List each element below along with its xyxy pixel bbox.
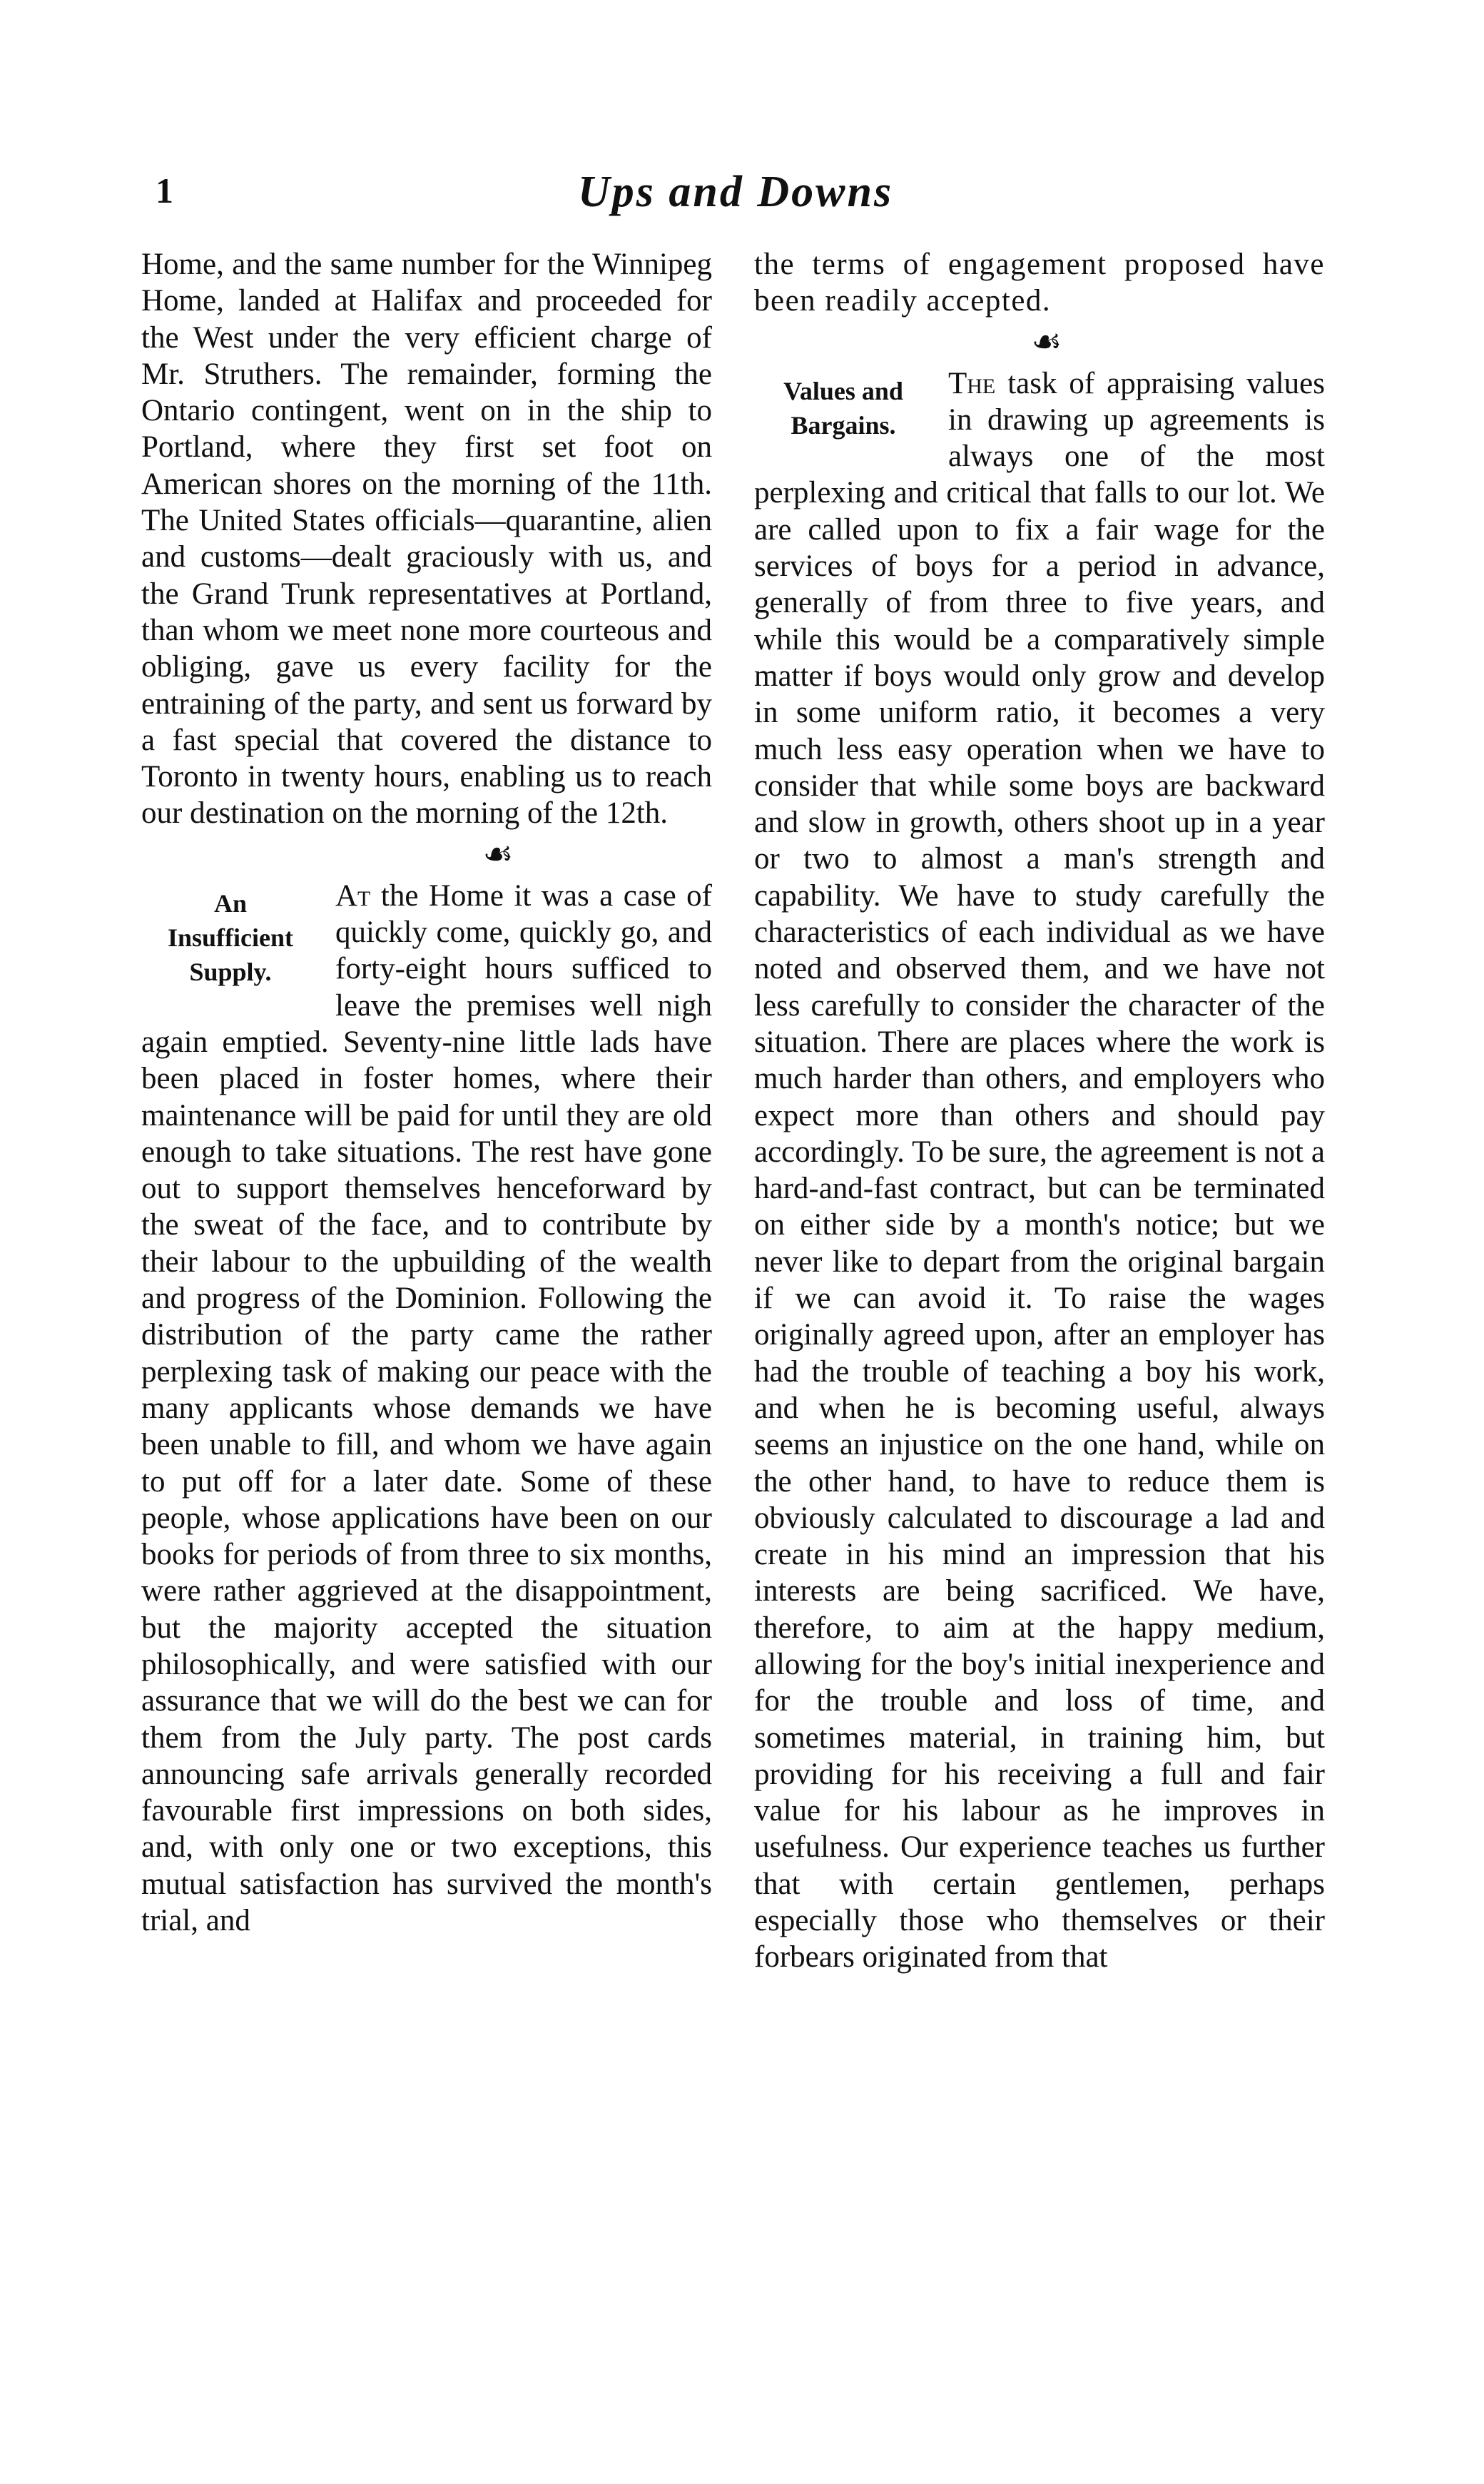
page-header bbox=[0, 170, 1484, 220]
paragraph-body: task of appraising values in drawing up agreements is always one of the most perplexing and critical that falls to our lot. We are called upon to fix a fair wage for the services of boys for a period in advance, generally of from three to five years, and while this would be a comparatively simple matter if boys would only grow and develop in some uniform ratio, it becomes a very much less easy operation when we have to consider that while some boys are backward and slow in growth, others shoot up in a year or two to almost a man's strength and capability. We have to study carefully the characteristics of each individual as we have noted and observed them, and we have not less carefully to consider the character of the situation. There are places where the work is much harder than others, and employers who expect more than others and should pay accordingly. To be sure, the agreement is not a hard-and-fast contract, but can be terminated on either side by a month's notice; but we never like to depart from the original bargain if we can avoid it. To raise the wages originally agreed upon, after an employer has had the trouble of teaching a boy his work, and when he is becoming useful, always seems an injustice on the one hand, while on the other hand, to have to reduce them is obviously calculated to discourage a lad and create in his mind an impression that his interests are being sacrificed. We have, therefore, to aim at the happy medium, allowing for the boy's initial inexperience and for the trouble and loss of time, and sometimes material, in training him, but providing for his receiving a full and fair value for his labour as he improves in usefulness. Our experience teaches us further that with certain gentlemen, perhaps especially those who themselves or their forbears originated from that bbox=[754, 366, 1325, 1974]
lead-word: The bbox=[948, 366, 996, 400]
right-paragraph-2 bbox=[754, 365, 1325, 1976]
sidehead-line: Bargains. bbox=[791, 410, 896, 440]
sidehead-line: An bbox=[213, 888, 248, 918]
sidehead-line: Supply. bbox=[189, 957, 272, 986]
section-ornament-icon: ☙ bbox=[1031, 323, 1062, 361]
page-number: 1 bbox=[156, 171, 173, 211]
left-column bbox=[141, 246, 712, 1939]
sidehead-line: Insufficient bbox=[167, 923, 293, 952]
sidehead-line: Values and bbox=[783, 376, 903, 405]
right-column bbox=[754, 246, 1325, 1976]
lead-word: At bbox=[335, 878, 371, 913]
sidehead-insufficient-supply bbox=[141, 886, 320, 989]
left-paragraph-2 bbox=[141, 878, 712, 1940]
sidehead-values-and-bargains bbox=[754, 374, 932, 442]
right-paragraph-1: the terms of engagement proposed have been readily accepted. bbox=[754, 248, 1325, 318]
left-paragraph-1: Home, and the same number for the Winnipeg Home, landed at Halifax and proceeded for the West under the very efficient charge of Mr. Struthers. The remainder, forming the Ontario contingent, went on in the ship to Portland, where they first set foot on American shores on the morning of the 11th. The United States officials—quarantine, alien and customs—dealt graciously with us, and the Grand Trunk representatives at Portland, than whom we meet none more courteous and obliging, gave us every facility for the entraining of the party, and sent us forward by a fast special that covered the distance to Toronto in twenty hours, enabling us to reach our destination on the morning of the 12th. bbox=[141, 248, 712, 831]
section-ornament-icon: ☙ bbox=[482, 835, 514, 873]
paragraph-body: the Home it was a case of quickly come, quickly go, and forty-eight hours sufficed to leave the premises well nigh again emptied. Seventy-nine little lads have been placed in foster homes, where their maintenance will be paid for until they are old enough to take situations. The rest have gone out to support themselves henceforward by the sweat of the face, and to contribute by their labour to the upbuilding of the wealth and progress of the Dominion. Following the distribution of the party came the rather perplexing task of making our peace with the many applicants whose demands we have been unable to fill, and whom we have again to put off for a later date. Some of these people, whose applications have been on our books for periods of from three to six months, were rather aggrieved at the disappointment, but the majority accepted the situation philosophically, and were satisfied with our assurance that we will do the best we can for them from the July party. The post cards announcing safe arrivals generally recorded favourable first impressions on both sides, and, with only one or two exceptions, this mutual satisfaction has survived the month's trial, and bbox=[141, 878, 713, 1938]
running-title: Ups and Downs bbox=[578, 168, 894, 216]
